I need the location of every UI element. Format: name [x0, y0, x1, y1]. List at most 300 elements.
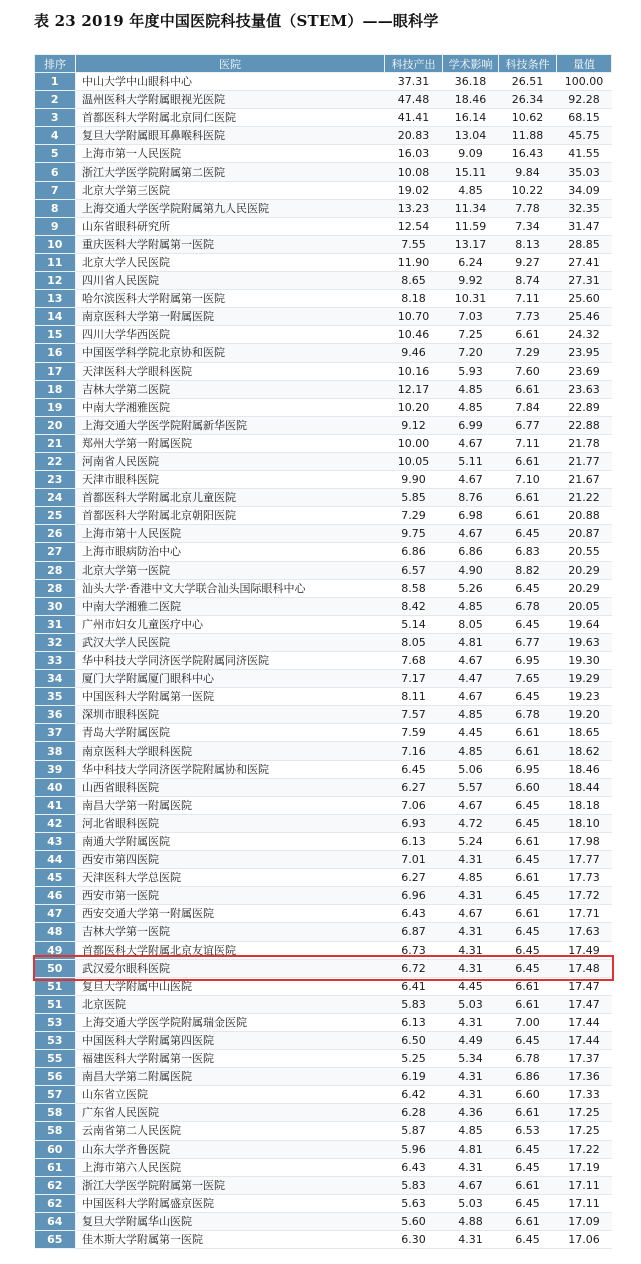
output-cell: 6.19 [385, 1068, 443, 1086]
impact-cell: 15.11 [443, 163, 499, 181]
table-row [35, 1140, 612, 1158]
hospital-name-cell: 西安市第四医院 [76, 851, 385, 869]
conditions-cell: 6.61 [499, 905, 557, 923]
conditions-cell: 6.61 [499, 742, 557, 760]
conditions-cell: 9.27 [499, 253, 557, 271]
conditions-cell: 6.61 [499, 1212, 557, 1230]
rank-cell: 58 [35, 1104, 76, 1122]
impact-cell: 4.85 [443, 1122, 499, 1140]
score-cell: 23.95 [557, 344, 612, 362]
score-cell: 17.98 [557, 832, 612, 850]
table-row [35, 995, 612, 1013]
hospital-name-cell: 福建医科大学附属第一医院 [76, 1050, 385, 1068]
output-cell: 8.58 [385, 579, 443, 597]
rank-cell: 34 [35, 670, 76, 688]
table-row [35, 887, 612, 905]
conditions-cell: 7.60 [499, 362, 557, 380]
rank-cell: 13 [35, 290, 76, 308]
score-cell: 17.71 [557, 905, 612, 923]
output-cell: 5.87 [385, 1122, 443, 1140]
output-cell: 8.65 [385, 272, 443, 290]
rank-cell: 18 [35, 380, 76, 398]
conditions-cell: 7.10 [499, 471, 557, 489]
impact-cell: 5.34 [443, 1050, 499, 1068]
score-cell: 21.78 [557, 434, 612, 452]
table-body [35, 73, 612, 1249]
hospital-name-cell: 中国医科大学附属盛京医院 [76, 1194, 385, 1212]
hospital-name-cell: 哈尔滨医科大学附属第一医院 [76, 290, 385, 308]
output-cell: 5.14 [385, 615, 443, 633]
impact-cell: 4.90 [443, 561, 499, 579]
table-row [35, 615, 612, 633]
output-cell: 20.83 [385, 127, 443, 145]
output-cell: 5.60 [385, 1212, 443, 1230]
header-impact: 学术影响 [443, 55, 499, 73]
impact-cell: 4.85 [443, 181, 499, 199]
hospital-name-cell: 中南大学湘雅二医院 [76, 597, 385, 615]
conditions-cell: 6.95 [499, 652, 557, 670]
table-row [35, 73, 612, 91]
table-row [35, 1050, 612, 1068]
conditions-cell: 8.13 [499, 235, 557, 253]
score-cell: 19.63 [557, 633, 612, 651]
rank-cell: 2 [35, 91, 76, 109]
conditions-cell: 6.61 [499, 832, 557, 850]
output-cell: 10.00 [385, 434, 443, 452]
rank-cell: 58 [35, 1122, 76, 1140]
conditions-cell: 9.84 [499, 163, 557, 181]
conditions-cell: 6.45 [499, 923, 557, 941]
score-cell: 17.47 [557, 995, 612, 1013]
conditions-cell: 26.51 [499, 73, 557, 91]
conditions-cell: 10.62 [499, 109, 557, 127]
score-cell: 17.72 [557, 887, 612, 905]
rank-cell: 19 [35, 398, 76, 416]
output-cell: 6.30 [385, 1231, 443, 1249]
hospital-name-cell: 华中科技大学同济医学院附属同济医院 [76, 652, 385, 670]
rank-cell: 32 [35, 633, 76, 651]
table-row [35, 652, 612, 670]
conditions-cell: 6.45 [499, 959, 557, 977]
score-cell: 21.22 [557, 489, 612, 507]
conditions-cell: 7.73 [499, 308, 557, 326]
conditions-cell: 26.34 [499, 91, 557, 109]
impact-cell: 4.85 [443, 742, 499, 760]
conditions-cell: 6.45 [499, 615, 557, 633]
impact-cell: 4.31 [443, 1068, 499, 1086]
output-cell: 11.90 [385, 253, 443, 271]
impact-cell: 5.24 [443, 832, 499, 850]
output-cell: 6.42 [385, 1086, 443, 1104]
table-row [35, 308, 612, 326]
table-header-row [35, 55, 612, 73]
score-cell: 17.73 [557, 869, 612, 887]
impact-cell: 4.72 [443, 814, 499, 832]
impact-cell: 6.99 [443, 416, 499, 434]
output-cell: 12.54 [385, 217, 443, 235]
score-cell: 20.29 [557, 561, 612, 579]
table-row [35, 796, 612, 814]
conditions-cell: 6.45 [499, 1194, 557, 1212]
impact-cell: 4.45 [443, 977, 499, 995]
conditions-cell: 6.45 [499, 887, 557, 905]
conditions-cell: 7.65 [499, 670, 557, 688]
table-row [35, 452, 612, 470]
score-cell: 21.77 [557, 452, 612, 470]
score-cell: 17.25 [557, 1122, 612, 1140]
table-row [35, 507, 612, 525]
table-row [35, 181, 612, 199]
impact-cell: 10.31 [443, 290, 499, 308]
output-cell: 9.46 [385, 344, 443, 362]
rank-cell: 11 [35, 253, 76, 271]
table-row [35, 579, 612, 597]
hospital-name-cell: 深圳市眼科医院 [76, 706, 385, 724]
output-cell: 6.45 [385, 760, 443, 778]
score-cell: 32.35 [557, 199, 612, 217]
conditions-cell: 6.77 [499, 416, 557, 434]
impact-cell: 4.67 [443, 905, 499, 923]
score-cell: 20.05 [557, 597, 612, 615]
table-row [35, 1194, 612, 1212]
score-cell: 23.69 [557, 362, 612, 380]
rank-cell: 23 [35, 471, 76, 489]
hospital-name-cell: 浙江大学医学院附属第一医院 [76, 1176, 385, 1194]
table-row [35, 272, 612, 290]
score-cell: 35.03 [557, 163, 612, 181]
output-cell: 9.12 [385, 416, 443, 434]
score-cell: 17.25 [557, 1104, 612, 1122]
output-cell: 6.73 [385, 941, 443, 959]
score-cell: 17.09 [557, 1212, 612, 1230]
score-cell: 45.75 [557, 127, 612, 145]
impact-cell: 6.98 [443, 507, 499, 525]
rank-cell: 14 [35, 308, 76, 326]
rank-cell: 37 [35, 724, 76, 742]
rank-cell: 33 [35, 652, 76, 670]
impact-cell: 18.46 [443, 91, 499, 109]
rank-cell: 30 [35, 597, 76, 615]
output-cell: 8.11 [385, 688, 443, 706]
output-cell: 9.90 [385, 471, 443, 489]
score-cell: 17.44 [557, 1031, 612, 1049]
score-cell: 20.55 [557, 543, 612, 561]
rank-cell: 10 [35, 235, 76, 253]
hospital-name-cell: 汕头大学·香港中文大学联合汕头国际眼科中心 [76, 579, 385, 597]
score-cell: 31.47 [557, 217, 612, 235]
conditions-cell: 6.45 [499, 941, 557, 959]
impact-cell: 8.05 [443, 615, 499, 633]
rank-cell: 53 [35, 1031, 76, 1049]
table-row [35, 416, 612, 434]
hospital-name-cell: 复旦大学附属中山医院 [76, 977, 385, 995]
score-cell: 41.55 [557, 145, 612, 163]
score-cell: 19.23 [557, 688, 612, 706]
conditions-cell: 6.61 [499, 724, 557, 742]
hospital-name-cell: 广州市妇女儿童医疗中心 [76, 615, 385, 633]
impact-cell: 36.18 [443, 73, 499, 91]
output-cell: 7.17 [385, 670, 443, 688]
hospital-name-cell: 厦门大学附属厦门眼科中心 [76, 670, 385, 688]
hospital-name-cell: 北京大学第一医院 [76, 561, 385, 579]
conditions-cell: 6.60 [499, 778, 557, 796]
rank-cell: 35 [35, 688, 76, 706]
table-row [35, 597, 612, 615]
output-cell: 6.27 [385, 778, 443, 796]
conditions-cell: 7.29 [499, 344, 557, 362]
rank-cell: 8 [35, 199, 76, 217]
hospital-name-cell: 中国医科大学附属第四医院 [76, 1031, 385, 1049]
output-cell: 19.02 [385, 181, 443, 199]
rank-cell: 65 [35, 1231, 76, 1249]
score-cell: 17.48 [557, 959, 612, 977]
conditions-cell: 8.82 [499, 561, 557, 579]
hospital-name-cell: 首都医科大学附属北京友谊医院 [76, 941, 385, 959]
output-cell: 7.29 [385, 507, 443, 525]
table-row [35, 851, 612, 869]
impact-cell: 5.03 [443, 1194, 499, 1212]
table-row [35, 1158, 612, 1176]
score-cell: 100.00 [557, 73, 612, 91]
hospital-name-cell: 南昌大学第一附属医院 [76, 796, 385, 814]
conditions-cell: 6.60 [499, 1086, 557, 1104]
rank-cell: 60 [35, 1140, 76, 1158]
hospital-name-cell: 北京医院 [76, 995, 385, 1013]
table-row [35, 977, 612, 995]
rank-cell: 3 [35, 109, 76, 127]
conditions-cell: 6.53 [499, 1122, 557, 1140]
hospital-name-cell: 中国医学科学院北京协和医院 [76, 344, 385, 362]
output-cell: 9.75 [385, 525, 443, 543]
hospital-name-cell: 首都医科大学附属北京朝阳医院 [76, 507, 385, 525]
output-cell: 8.05 [385, 633, 443, 651]
output-cell: 7.16 [385, 742, 443, 760]
table-row [35, 525, 612, 543]
table-row [35, 217, 612, 235]
table-row [35, 398, 612, 416]
rank-cell: 56 [35, 1068, 76, 1086]
rank-cell: 57 [35, 1086, 76, 1104]
hospital-name-cell: 四川大学华西医院 [76, 326, 385, 344]
output-cell: 37.31 [385, 73, 443, 91]
rank-cell: 45 [35, 869, 76, 887]
conditions-cell: 6.45 [499, 1158, 557, 1176]
score-cell: 34.09 [557, 181, 612, 199]
output-cell: 6.13 [385, 832, 443, 850]
rank-cell: 5 [35, 145, 76, 163]
rank-cell: 47 [35, 905, 76, 923]
impact-cell: 4.67 [443, 652, 499, 670]
hospital-name-cell: 首都医科大学附属北京儿童医院 [76, 489, 385, 507]
table-row [35, 869, 612, 887]
score-cell: 18.65 [557, 724, 612, 742]
hospital-name-cell: 山西省眼科医院 [76, 778, 385, 796]
hospital-name-cell: 上海交通大学医学院附属第九人民医院 [76, 199, 385, 217]
rank-cell: 36 [35, 706, 76, 724]
rank-cell: 15 [35, 326, 76, 344]
hospital-name-cell: 武汉爱尔眼科医院 [76, 959, 385, 977]
table-row [35, 1086, 612, 1104]
conditions-cell: 6.45 [499, 851, 557, 869]
impact-cell: 5.93 [443, 362, 499, 380]
hospital-name-cell: 重庆医科大学附属第一医院 [76, 235, 385, 253]
ranking-table-container [34, 54, 611, 1249]
conditions-cell: 10.22 [499, 181, 557, 199]
table-row [35, 344, 612, 362]
rank-cell: 48 [35, 923, 76, 941]
output-cell: 6.43 [385, 1158, 443, 1176]
table-row [35, 959, 612, 977]
hospital-name-cell: 四川省人民医院 [76, 272, 385, 290]
conditions-cell: 6.45 [499, 579, 557, 597]
table-row [35, 471, 612, 489]
table-row [35, 688, 612, 706]
score-cell: 17.77 [557, 851, 612, 869]
table-row [35, 923, 612, 941]
conditions-cell: 6.95 [499, 760, 557, 778]
table-row [35, 1104, 612, 1122]
impact-cell: 4.81 [443, 1140, 499, 1158]
output-cell: 6.27 [385, 869, 443, 887]
impact-cell: 4.85 [443, 706, 499, 724]
impact-cell: 4.85 [443, 398, 499, 416]
conditions-cell: 6.61 [499, 507, 557, 525]
header-output: 科技产出 [385, 55, 443, 73]
output-cell: 5.96 [385, 1140, 443, 1158]
output-cell: 6.86 [385, 543, 443, 561]
score-cell: 17.11 [557, 1176, 612, 1194]
score-cell: 22.89 [557, 398, 612, 416]
table-row [35, 670, 612, 688]
hospital-name-cell: 河南省人民医院 [76, 452, 385, 470]
rank-cell: 64 [35, 1212, 76, 1230]
table-row [35, 1122, 612, 1140]
output-cell: 6.13 [385, 1013, 443, 1031]
impact-cell: 4.88 [443, 1212, 499, 1230]
table-row [35, 91, 612, 109]
score-cell: 18.18 [557, 796, 612, 814]
impact-cell: 4.67 [443, 471, 499, 489]
table-row [35, 561, 612, 579]
rank-cell: 39 [35, 760, 76, 778]
table-row [35, 380, 612, 398]
score-cell: 19.20 [557, 706, 612, 724]
table-row [35, 742, 612, 760]
hospital-name-cell: 中山大学中山眼科中心 [76, 73, 385, 91]
hospital-name-cell: 河北省眼科医院 [76, 814, 385, 832]
score-cell: 17.36 [557, 1068, 612, 1086]
impact-cell: 5.26 [443, 579, 499, 597]
hospital-name-cell: 上海市第六人民医院 [76, 1158, 385, 1176]
conditions-cell: 6.86 [499, 1068, 557, 1086]
hospital-name-cell: 浙江大学医学院附属第二医院 [76, 163, 385, 181]
hospital-name-cell: 复旦大学附属眼耳鼻喉科医院 [76, 127, 385, 145]
output-cell: 10.05 [385, 452, 443, 470]
impact-cell: 4.31 [443, 941, 499, 959]
hospital-name-cell: 上海市第一人民医院 [76, 145, 385, 163]
hospital-name-cell: 郑州大学第一附属医院 [76, 434, 385, 452]
output-cell: 10.70 [385, 308, 443, 326]
rank-cell: 55 [35, 1050, 76, 1068]
score-cell: 22.88 [557, 416, 612, 434]
hospital-name-cell: 南京医科大学第一附属医院 [76, 308, 385, 326]
output-cell: 5.25 [385, 1050, 443, 1068]
impact-cell: 4.31 [443, 1086, 499, 1104]
conditions-cell: 6.61 [499, 1104, 557, 1122]
score-cell: 17.19 [557, 1158, 612, 1176]
table-row [35, 1068, 612, 1086]
header-conditions: 科技条件 [499, 55, 557, 73]
output-cell: 6.87 [385, 923, 443, 941]
output-cell: 6.57 [385, 561, 443, 579]
score-cell: 18.46 [557, 760, 612, 778]
score-cell: 25.60 [557, 290, 612, 308]
hospital-name-cell: 天津医科大学眼科医院 [76, 362, 385, 380]
output-cell: 13.23 [385, 199, 443, 217]
table-row [35, 905, 612, 923]
conditions-cell: 8.74 [499, 272, 557, 290]
hospital-name-cell: 西安交通大学第一附属医院 [76, 905, 385, 923]
output-cell: 7.01 [385, 851, 443, 869]
score-cell: 17.44 [557, 1013, 612, 1031]
hospital-name-cell: 南通大学附属医院 [76, 832, 385, 850]
conditions-cell: 6.61 [499, 326, 557, 344]
hospital-name-cell: 南京医科大学眼科医院 [76, 742, 385, 760]
impact-cell: 4.31 [443, 1013, 499, 1031]
output-cell: 7.57 [385, 706, 443, 724]
score-cell: 68.15 [557, 109, 612, 127]
output-cell: 8.18 [385, 290, 443, 308]
impact-cell: 7.03 [443, 308, 499, 326]
conditions-cell: 6.45 [499, 796, 557, 814]
output-cell: 12.17 [385, 380, 443, 398]
conditions-cell: 7.84 [499, 398, 557, 416]
impact-cell: 4.45 [443, 724, 499, 742]
table-row [35, 1231, 612, 1249]
hospital-name-cell: 佳木斯大学附属第一医院 [76, 1231, 385, 1249]
rank-cell: 28 [35, 579, 76, 597]
hospital-name-cell: 山东省眼科研究所 [76, 217, 385, 235]
table-row [35, 290, 612, 308]
conditions-cell: 6.83 [499, 543, 557, 561]
table-row [35, 814, 612, 832]
conditions-cell: 11.88 [499, 127, 557, 145]
impact-cell: 4.31 [443, 923, 499, 941]
output-cell: 5.85 [385, 489, 443, 507]
impact-cell: 13.04 [443, 127, 499, 145]
table-row [35, 633, 612, 651]
impact-cell: 13.17 [443, 235, 499, 253]
table-row [35, 1013, 612, 1031]
rank-cell: 38 [35, 742, 76, 760]
score-cell: 17.06 [557, 1231, 612, 1249]
hospital-name-cell: 上海交通大学医学院附属瑞金医院 [76, 1013, 385, 1031]
score-cell: 20.88 [557, 507, 612, 525]
hospital-name-cell: 上海交通大学医学院附属新华医院 [76, 416, 385, 434]
rank-cell: 27 [35, 543, 76, 561]
conditions-cell: 6.61 [499, 452, 557, 470]
output-cell: 7.59 [385, 724, 443, 742]
impact-cell: 5.03 [443, 995, 499, 1013]
output-cell: 6.72 [385, 959, 443, 977]
rank-cell: 16 [35, 344, 76, 362]
header-rank: 排序 [35, 55, 76, 73]
conditions-cell: 16.43 [499, 145, 557, 163]
conditions-cell: 6.78 [499, 1050, 557, 1068]
score-cell: 24.32 [557, 326, 612, 344]
table-row [35, 434, 612, 452]
output-cell: 7.06 [385, 796, 443, 814]
